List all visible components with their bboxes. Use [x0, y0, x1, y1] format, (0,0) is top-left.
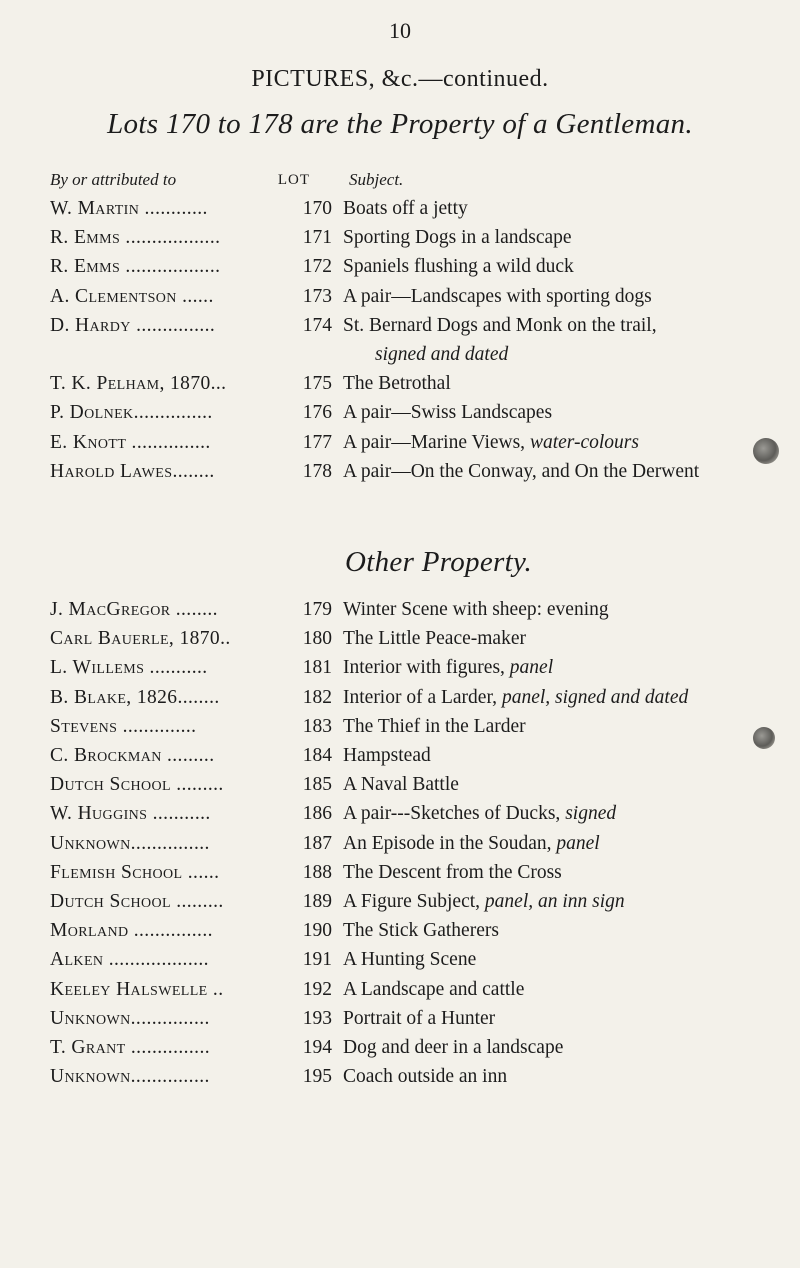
artist-name: B. Blake, 1826........: [50, 686, 220, 708]
lot-number: 187: [302, 832, 332, 854]
lot-subject: The Thief in the Larder: [343, 715, 526, 737]
artist-name: Unknown...............: [50, 832, 210, 854]
lot-entry: [50, 975, 750, 1004]
artist-name: D. Hardy ...............: [50, 314, 216, 336]
lot-subject: Hampstead: [343, 745, 431, 767]
column-heading-subject: Subject.: [349, 170, 404, 189]
lot-entry: [50, 712, 750, 741]
lot-subject: The Little Peace-maker: [343, 628, 526, 650]
lot-subject: A pair---Sketches of Ducks, signed: [343, 803, 617, 825]
artist-name: Flemish School ......: [50, 861, 220, 883]
gentleman-lot-list: [50, 194, 750, 486]
artist-name: R. Emms ..................: [50, 227, 221, 249]
lot-entry: [50, 829, 750, 858]
lot-entry: [50, 1033, 750, 1062]
lot-subject: Interior with figures, panel: [343, 657, 554, 679]
lot-subject: Winter Scene with sheep: evening: [343, 599, 609, 620]
lot-subject: The Betrothal: [343, 373, 451, 395]
lot-subject: Boats off a jetty: [343, 198, 468, 219]
lot-number: 182: [302, 686, 332, 708]
artist-name: Unknown...............: [50, 1007, 210, 1029]
lot-entry: [50, 595, 750, 624]
lot-subject: A pair—On the Conway, and On the Derwent: [343, 460, 700, 482]
lot-subject: A pair—Landscapes with sporting dogs: [343, 285, 652, 307]
other-property-heading: Other Property.: [345, 546, 533, 578]
artist-name: Harold Lawes........: [50, 460, 215, 482]
lot-number: 195: [302, 1066, 332, 1088]
lot-entry: [50, 194, 750, 223]
lot-number: 189: [302, 891, 332, 913]
lot-entry: [50, 428, 750, 457]
lot-subject: The Stick Gatherers: [343, 920, 499, 942]
lot-entry: [50, 887, 750, 916]
paper-stain: [753, 438, 779, 464]
lot-number: 180: [302, 628, 332, 650]
lot-entry: [50, 945, 750, 974]
artist-name: J. MacGregor ........: [50, 599, 218, 620]
lot-number: 185: [302, 774, 332, 796]
lot-number: 193: [302, 1007, 332, 1029]
lot-entry: [50, 858, 750, 887]
column-heading-attributed: By or attributed to: [50, 170, 177, 189]
artist-name: P. Dolnek...............: [50, 402, 213, 424]
lot-number: 170: [302, 198, 332, 219]
artist-name: Dutch School .........: [50, 891, 224, 913]
lot-entry: [50, 741, 750, 770]
lot-number: 186: [302, 803, 332, 825]
lot-subject: An Episode in the Soudan, panel: [343, 832, 600, 854]
lot-subject: A pair—Swiss Landscapes: [343, 402, 553, 424]
lot-number: 194: [302, 1037, 332, 1059]
lot-number: 190: [302, 920, 332, 942]
artist-name: Unknown...............: [50, 1066, 210, 1088]
lot-number: 172: [302, 256, 332, 278]
column-heading-lot: LOT: [277, 172, 310, 188]
artist-name: T. Grant ...............: [50, 1037, 211, 1059]
lot-number: 171: [302, 227, 332, 249]
lot-number: 183: [302, 715, 332, 737]
lot-number: 188: [302, 861, 332, 883]
lot-subject: A Hunting Scene: [343, 949, 477, 971]
lot-number: 173: [302, 285, 332, 307]
lots-subtitle: Lots 170 to 178 are the Property of a Gentleman.: [107, 108, 693, 140]
lot-number: 179: [302, 599, 332, 620]
lot-entry: [50, 398, 750, 427]
lot-subject: Dog and deer in a landscape: [343, 1037, 564, 1059]
artist-name: A. Clementson ......: [50, 285, 214, 307]
lot-subject: A Landscape and cattle: [343, 978, 525, 1000]
lot-entry: [50, 311, 750, 369]
lot-subject: Sporting Dogs in a landscape: [343, 227, 572, 249]
artist-name: Morland ...............: [50, 920, 213, 942]
lot-number: 176: [302, 402, 332, 424]
other-lot-list: [50, 595, 750, 1091]
artist-name: W. Martin ............: [50, 198, 208, 219]
artist-name: Alken ...................: [50, 949, 209, 971]
lot-subject: A Figure Subject, panel, an inn sign: [343, 891, 625, 913]
lot-entry: [50, 770, 750, 799]
lot-entry: [50, 799, 750, 828]
lot-entry: [50, 223, 750, 252]
lot-number: 178: [302, 460, 332, 482]
lot-subject: Portrait of a Hunter: [343, 1007, 496, 1029]
lot-number: 191: [302, 949, 332, 971]
lot-entry: [50, 1062, 750, 1091]
lot-entry: [50, 916, 750, 945]
page-number: 10: [389, 18, 411, 43]
lot-entry: [50, 653, 750, 682]
lot-subject: Spaniels flushing a wild duck: [343, 256, 574, 278]
lot-number: 174: [302, 314, 332, 336]
lot-entry: [50, 252, 750, 281]
lot-entry: [50, 683, 750, 712]
lot-number: 184: [302, 745, 332, 767]
artist-name: Keeley Halswelle ..: [50, 978, 224, 1000]
lot-entry: [50, 457, 750, 486]
artist-name: Carl Bauerle, 1870..: [50, 628, 231, 650]
lot-subject: A Naval Battle: [343, 774, 459, 796]
lot-entry: [50, 369, 750, 398]
paper-stain: [753, 727, 775, 749]
artist-name: Dutch School .........: [50, 774, 224, 796]
lot-entry: [50, 1004, 750, 1033]
artist-name: Stevens ..............: [50, 715, 197, 737]
artist-name: R. Emms ..................: [50, 256, 221, 278]
artist-name: W. Huggins ...........: [50, 803, 211, 825]
lot-subject: The Descent from the Cross: [343, 861, 562, 883]
lot-number: 192: [302, 978, 332, 1000]
artist-name: L. Willems ...........: [50, 657, 208, 679]
lot-subject: Interior of a Larder, panel, signed and dated: [343, 686, 689, 708]
lot-entry: [50, 282, 750, 311]
artist-name: T. K. Pelham, 1870...: [50, 373, 227, 395]
lot-number: 177: [302, 431, 332, 453]
lot-number: 175: [302, 373, 332, 395]
lot-number: 181: [302, 657, 332, 679]
lot-subject: A pair—Marine Views, water-colours: [343, 431, 639, 453]
lot-subject: St. Bernard Dogs and Monk on the trail, signed and dated: [343, 314, 657, 366]
artist-name: E. Knott ...............: [50, 431, 211, 453]
section-title: PICTURES, &c.—continued.: [251, 66, 549, 92]
lot-subject: Coach outside an inn: [343, 1066, 508, 1088]
lot-entry: [50, 624, 750, 653]
artist-name: C. Brockman .........: [50, 745, 215, 767]
